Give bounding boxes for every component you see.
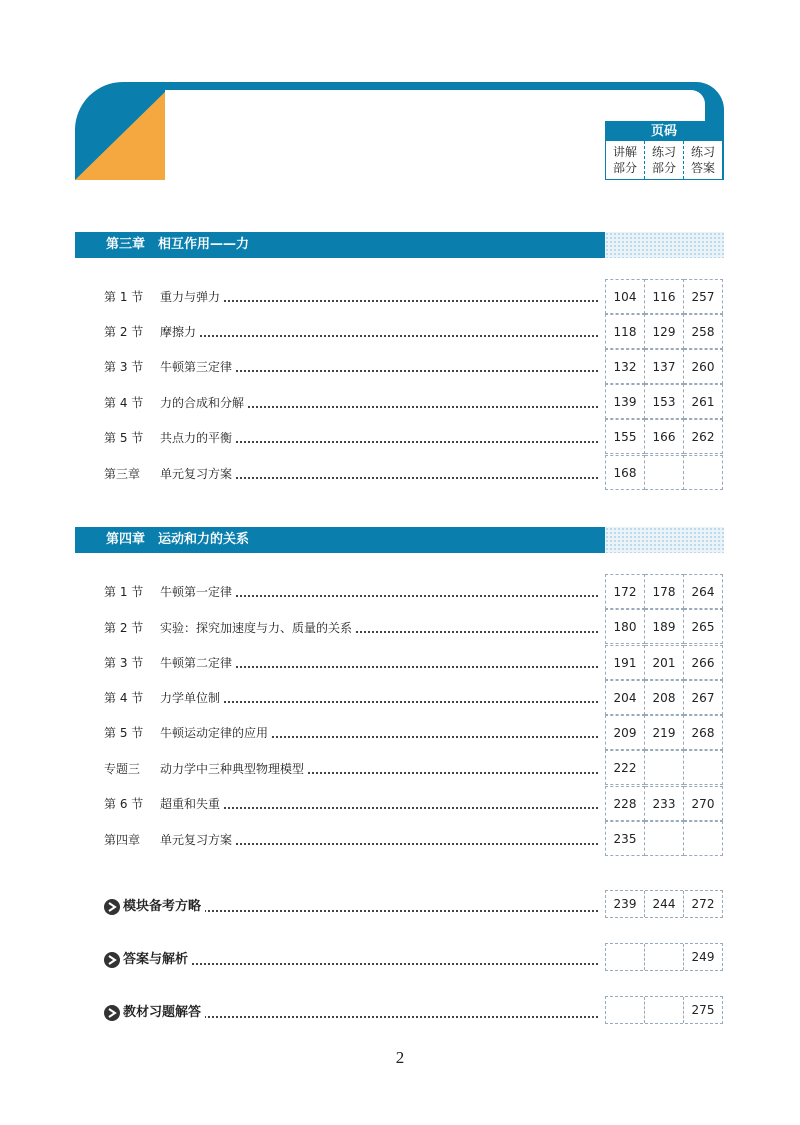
play-arrow-icon	[104, 899, 120, 915]
toc-label	[104, 322, 200, 342]
page-answers: 275	[691, 1003, 715, 1017]
toc-label	[104, 393, 248, 413]
page-answers: 272	[691, 897, 715, 911]
page-practice: 233	[645, 786, 684, 821]
toc-label	[104, 428, 236, 448]
page-practice	[645, 821, 684, 856]
page-lecture: 132	[605, 349, 645, 384]
page-lecture: 228	[605, 786, 645, 821]
section-number: 第 6 节	[104, 797, 144, 811]
toc-label	[104, 464, 236, 484]
page-lecture: 139	[605, 384, 645, 419]
section-number: 第 5 节	[104, 726, 144, 740]
page-practice: 137	[645, 349, 684, 384]
page-answers	[684, 821, 723, 856]
page-practice: 116	[645, 279, 684, 314]
toc-label	[104, 688, 224, 708]
chapter-bar-pattern	[605, 527, 724, 553]
section-title: 重力与弹力	[160, 290, 221, 304]
page-practice: 189	[645, 609, 684, 644]
page-cells	[605, 786, 723, 821]
page-cells	[605, 645, 723, 680]
page-cells	[605, 890, 723, 918]
page-cells	[605, 943, 723, 971]
page-answers	[684, 750, 723, 785]
module-title: 模块备考方略	[123, 896, 205, 918]
page-practice: 166	[645, 419, 684, 454]
legend-column-answers	[684, 141, 722, 179]
page-practice: 219	[645, 715, 684, 750]
toc-row[interactable]	[104, 357, 604, 377]
section-title: 力的合成和分解	[160, 396, 245, 410]
page-cells	[605, 314, 723, 349]
page-practice: 178	[645, 574, 684, 609]
section-title: 单元复习方案	[160, 467, 233, 481]
toc-module-row[interactable]	[104, 896, 604, 918]
page-cells	[605, 750, 723, 785]
toc-row[interactable]	[104, 688, 604, 708]
toc-row[interactable]	[104, 794, 604, 814]
page-lecture	[606, 944, 645, 970]
page-code-title: 页码	[606, 122, 722, 141]
page-answers: 267	[684, 680, 723, 715]
section-title: 实验：探究加速度与力、质量的关系	[160, 621, 353, 635]
toc-label	[104, 794, 224, 814]
legend-text: 练习	[690, 145, 715, 159]
toc-row[interactable]	[104, 618, 604, 638]
toc-row[interactable]	[104, 830, 604, 850]
page-lecture: 209	[605, 715, 645, 750]
page-cells	[605, 680, 723, 715]
toc-label	[104, 653, 236, 673]
page-practice	[645, 944, 684, 970]
section-number: 第 3 节	[104, 656, 144, 670]
section-number: 专题三	[104, 762, 141, 776]
toc-module-row[interactable]	[104, 1002, 604, 1024]
page-practice	[645, 750, 684, 785]
toc-row[interactable]	[104, 287, 604, 307]
section-title: 动力学中三种典型物理模型	[160, 762, 305, 776]
section-title: 牛顿第二定律	[160, 656, 233, 670]
page-lecture: 204	[605, 680, 645, 715]
section-number: 第 1 节	[104, 290, 144, 304]
page-practice: 129	[645, 314, 684, 349]
leader-dots	[123, 963, 598, 965]
page-answers: 268	[684, 715, 723, 750]
page-lecture: 168	[605, 455, 645, 490]
section-number: 第 3 节	[104, 360, 144, 374]
play-arrow-icon	[104, 952, 120, 968]
toc-label	[104, 830, 236, 850]
page-lecture: 222	[605, 750, 645, 785]
corner-triangle-decoration	[75, 82, 167, 180]
toc-module-row[interactable]	[104, 949, 604, 971]
legend-text: 部分	[651, 161, 676, 175]
toc-label	[104, 287, 224, 307]
section-number: 第 2 节	[104, 325, 144, 339]
toc-row[interactable]	[104, 322, 604, 342]
toc-row[interactable]	[104, 428, 604, 448]
toc-label	[104, 357, 236, 377]
page-lecture: 239	[606, 891, 645, 917]
chapter-title: 第四章 运动和力的关系	[106, 532, 250, 547]
page-answers: 258	[684, 314, 723, 349]
section-title: 超重和失重	[160, 797, 221, 811]
legend-text: 讲解	[612, 145, 637, 159]
page-lecture: 155	[605, 419, 645, 454]
section-title: 牛顿运动定律的应用	[160, 726, 269, 740]
chapter-heading	[75, 527, 724, 553]
page-cells	[605, 821, 723, 856]
page-cells	[605, 455, 723, 490]
section-number: 第三章	[104, 467, 141, 481]
section-title: 牛顿第三定律	[160, 360, 233, 374]
page-answers	[684, 455, 723, 490]
page-cells	[605, 384, 723, 419]
section-title: 摩擦力	[160, 325, 197, 339]
page-lecture: 118	[605, 314, 645, 349]
page-cells	[605, 419, 723, 454]
chapter-heading	[75, 232, 724, 258]
section-number: 第 2 节	[104, 621, 144, 635]
page-practice	[645, 997, 684, 1023]
page-lecture: 172	[605, 574, 645, 609]
legend-text: 练习	[651, 145, 676, 159]
legend-column-practice	[645, 141, 684, 179]
page-answers: 266	[684, 645, 723, 680]
page-practice: 153	[645, 384, 684, 419]
legend-text: 部分	[612, 161, 637, 175]
page-cells	[605, 279, 723, 314]
module-title: 教材习题解答	[123, 1002, 205, 1024]
legend-column-lecture	[606, 141, 645, 179]
toc-label	[104, 723, 272, 743]
page-answers: 270	[684, 786, 723, 821]
page-practice: 201	[645, 645, 684, 680]
page-answers: 257	[684, 279, 723, 314]
page-answers: 265	[684, 609, 723, 644]
play-arrow-icon	[104, 1005, 120, 1021]
toc-row[interactable]	[104, 393, 604, 413]
page-lecture	[606, 997, 645, 1023]
page-cells	[605, 996, 723, 1024]
toc-label	[104, 582, 236, 602]
page-lecture: 191	[605, 645, 645, 680]
page-answers: 261	[684, 384, 723, 419]
toc-row[interactable]	[104, 582, 604, 602]
toc-label	[104, 759, 308, 779]
toc-row[interactable]	[104, 759, 604, 779]
page-cells	[605, 574, 723, 609]
section-title: 共点力的平衡	[160, 431, 233, 445]
section-number: 第 4 节	[104, 396, 144, 410]
module-title: 答案与解析	[123, 949, 192, 971]
section-number: 第 5 节	[104, 431, 144, 445]
section-title: 单元复习方案	[160, 833, 233, 847]
legend-text: 答案	[690, 161, 715, 175]
page-practice: 244	[645, 891, 684, 917]
toc-row[interactable]	[104, 653, 604, 673]
section-number: 第 4 节	[104, 691, 144, 705]
section-number: 第四章	[104, 833, 141, 847]
page-lecture: 235	[605, 821, 645, 856]
chapter-title: 第三章 相互作用——力	[106, 237, 250, 252]
page-answers: 264	[684, 574, 723, 609]
toc-row[interactable]	[104, 723, 604, 743]
toc-row[interactable]	[104, 464, 604, 484]
page-cells	[605, 349, 723, 384]
page-code-legend	[605, 121, 723, 180]
section-number: 第 1 节	[104, 585, 144, 599]
section-title: 力学单位制	[160, 691, 221, 705]
page-answers: 262	[684, 419, 723, 454]
page-cells	[605, 715, 723, 750]
page-number: 2	[395, 1048, 405, 1067]
page-cells	[605, 609, 723, 644]
section-title: 牛顿第一定律	[160, 585, 233, 599]
page-practice	[645, 455, 684, 490]
toc-label	[104, 618, 356, 638]
page-practice: 208	[645, 680, 684, 715]
page-lecture: 180	[605, 609, 645, 644]
chapter-bar-pattern	[605, 232, 724, 258]
page-lecture: 104	[605, 279, 645, 314]
page-answers: 260	[684, 349, 723, 384]
page-answers: 249	[691, 950, 715, 964]
